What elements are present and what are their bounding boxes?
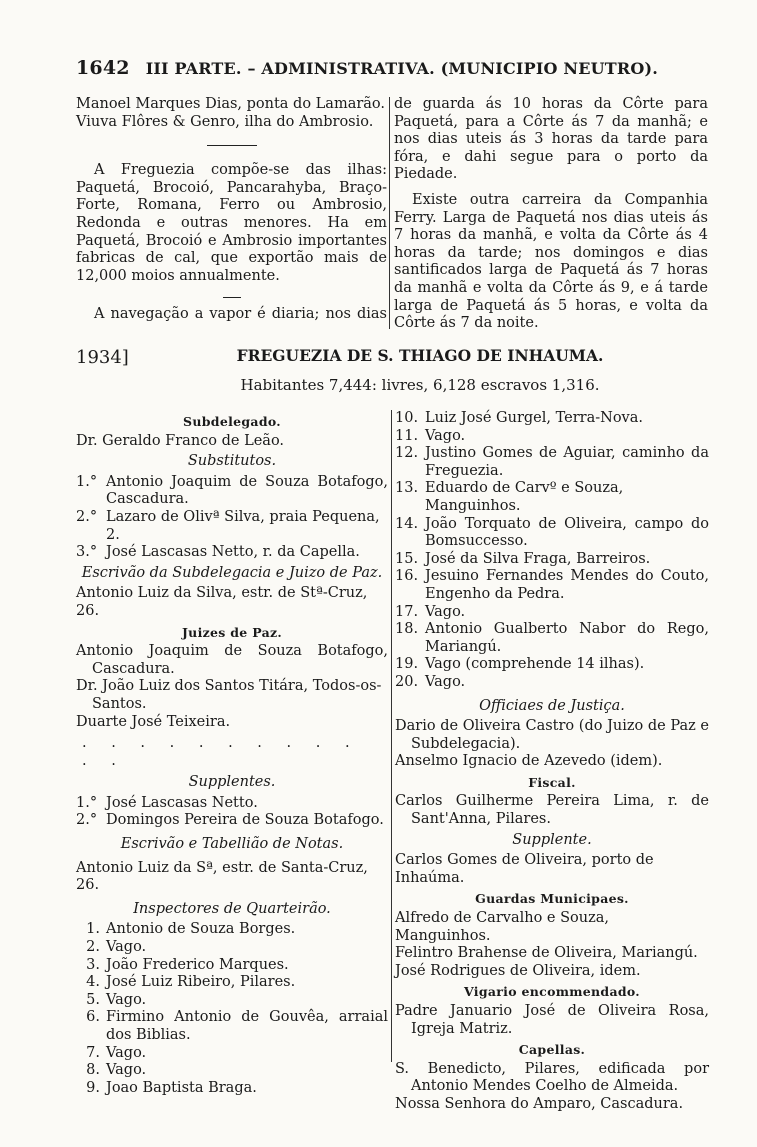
vigario-name: Padre Januario José de Oliveira Rosa, Igreja Matriz.	[395, 1003, 709, 1037]
resident-line: Manoel Marques Dias, ponta do Lamarão.	[76, 96, 386, 112]
list-item: 7. Vago.	[86, 1044, 147, 1061]
elision-dots: . . . . . . . . . . . .	[82, 735, 360, 769]
supplente-heading: Supplente.	[512, 831, 592, 848]
list-item: José Rodrigues de Oliveira, idem.	[395, 962, 641, 979]
guardas-heading: Guardas Municipaes.	[475, 891, 629, 907]
list-item: 19. Vago (comprehende 14 ilhas).	[395, 656, 645, 673]
list-item: 17. Vago.	[395, 603, 466, 620]
juizes-heading: Juizes de Paz.	[181, 624, 283, 640]
list-item: 1. Antonio de Souza Borges.	[86, 921, 296, 938]
list-item: 13. Eduardo de Carvº e Souza, Manguinhos.	[395, 480, 624, 514]
substitutos-heading: Substitutos.	[187, 453, 277, 470]
list-item: 18. Antonio Gualberto Nabor do Rego, Mariangú.	[395, 621, 709, 655]
list-item: 15. José da Silva Fraga, Barreiros.	[395, 550, 651, 567]
escrivao-subdelegacia-name: Antonio Luiz da Silva, estr. de Stª-Cruz, 26.	[76, 585, 368, 619]
column-rule	[391, 410, 392, 1062]
section-number: 1934]	[76, 347, 129, 368]
separator-rule	[207, 145, 257, 146]
list-item: 14. João Torquato de Oliveira, campo do Bomsuccesso.	[395, 515, 709, 550]
list-item: 2.° Domingos Pereira de Souza Botafogo.	[76, 812, 384, 829]
list-item: 20. Vago.	[395, 673, 466, 690]
ferry-paragraph: Existe outra carreira da Companhia Ferry. Larga de Paquetá nos dias uteis ás 7 horas da manhã, e volta da Côrte ás 4 horas da tarde; nos domingos e dias santificados larga de Paquetá ás 7 horas da manhã e volta da Côrte ás 9, e á tarde larga de Paquetá ás 5 horas, e volta da Côrte ás 7 da noite.	[394, 191, 708, 332]
navigation-paragraph-end: de guarda ás 10 horas da Côrte para Paquetá, para a Côrte ás 7 da manhã; e nos dias uteis ás 3 horas da tarde para fóra, e dahi segue para o porto da Piedade.	[394, 96, 708, 183]
subdelegado-name: Dr. Geraldo Franco de Leão.	[76, 432, 285, 449]
fiscal-name: Carlos Guilherme Pereira Lima, r. de Sant'Anna, Pilares.	[395, 793, 709, 828]
section-subtitle: Habitantes 7,444: livres, 6,128 escravos 1,316.	[240, 376, 600, 394]
list-item: 2. Vago.	[86, 939, 147, 956]
islands-paragraph: A Freguezia compõe-se das ilhas: Paquetá, Brocoió, Pancarahyba, Braço-Forte, Romana, Ferro ou Ambrosio, Redonda e outras menores. Ha em Paquetá, Brocoió e Ambrosio importantes fabricas de cal, que exportão mais de 12,000 moios annualmente.	[76, 162, 387, 284]
list-item: 2.° Lazaro de Olivª Silva, praia Pequena, 2.	[76, 508, 380, 543]
vigario-heading: Vigario encommendado.	[464, 984, 640, 1000]
running-title: III PARTE. – ADMINISTRATIVA. (MUNICIPIO NEUTRO).	[145, 59, 659, 78]
supplente-name: Carlos Gomes de Oliveira, porto de Inhaúma.	[395, 852, 654, 886]
list-item: 16. Jesuino Fernandes Mendes do Couto, Engenho da Pedra.	[395, 568, 709, 602]
list-item: Anselmo Ignacio de Azevedo (idem).	[395, 753, 663, 770]
supplentes-heading: Supplentes.	[188, 774, 276, 791]
list-item: 8. Vago.	[86, 1062, 147, 1079]
separator-rule	[223, 297, 241, 298]
list-item: Alfredo de Carvalho e Souza, Manguinhos.	[395, 910, 609, 944]
list-item: S. Benedicto, Pilares, edificada por Antonio Mendes Coelho de Almeida.	[395, 1060, 709, 1095]
right-column	[395, 410, 709, 1114]
top-right-column	[394, 96, 708, 333]
list-item: 9. Joao Baptista Braga.	[86, 1079, 257, 1096]
list-item: 1.° Antonio Joaquim de Souza Botafogo, Cascadura.	[76, 473, 388, 508]
left-column	[76, 410, 388, 1097]
list-item: 3.° José Lascasas Netto, r. da Capella.	[76, 544, 360, 561]
list-item: 10. Luiz José Gurgel, Terra-Nova.	[395, 410, 643, 426]
list-item: Nossa Senhora do Amparo, Cascadura.	[395, 1095, 684, 1112]
resident-line: Viuva Flôres & Genro, ilha do Ambrosio.	[76, 113, 374, 130]
page-header	[76, 57, 716, 85]
list-item: 5. Vago.	[86, 991, 147, 1008]
top-left-column	[76, 96, 387, 324]
list-item: Antonio Joaquim de Souza Botafogo, Cascadura.	[76, 643, 388, 677]
list-item: Dr. João Luiz dos Santos Titára, Todos-os-Santos.	[76, 678, 382, 712]
subdelegado-heading: Subdelegado.	[183, 414, 281, 429]
section-title: FREGUEZIA DE S. THIAGO DE INHAUMA.	[236, 346, 604, 365]
navigation-paragraph-start: A navegação a vapor é diaria; nos dias	[94, 306, 387, 323]
column-rule	[389, 97, 390, 329]
list-item: Felintro Brahense de Oliveira, Mariangú.	[395, 945, 698, 962]
inspectores-heading: Inspectores de Quarteirão.	[133, 900, 331, 917]
officiaes-heading: Officiaes de Justiça.	[479, 697, 625, 714]
list-item: 3. João Frederico Marques.	[86, 956, 289, 973]
list-item: 12. Justino Gomes de Aguiar, caminho da Freguezia.	[395, 445, 709, 479]
capellas-heading: Capellas.	[518, 1042, 586, 1058]
escrivao-subdelegacia-heading: Escrivão da Subdelegacia e Juizo de Paz.	[81, 564, 383, 581]
tabelliao-name: Antonio Luiz da Sª, estr. de Santa-Cruz, 26.	[76, 859, 368, 894]
list-item: 6. Firmino Antonio de Gouvêa, arraial dos Biblias.	[86, 1009, 388, 1043]
list-item: 1.° José Lascasas Netto.	[76, 794, 258, 811]
list-item: 11. Vago.	[395, 427, 466, 444]
list-item: Duarte José Teixeira.	[76, 713, 231, 730]
page-number: 1642	[76, 57, 130, 79]
tabelliao-heading: Escrivão e Tabellião de Notas.	[120, 836, 344, 853]
list-item: Dario de Oliveira Castro (do Juizo de Paz e Subdelegacia).	[395, 718, 709, 752]
fiscal-heading: Fiscal.	[528, 774, 576, 790]
list-item: 4. José Luiz Ribeiro, Pilares.	[86, 974, 296, 991]
